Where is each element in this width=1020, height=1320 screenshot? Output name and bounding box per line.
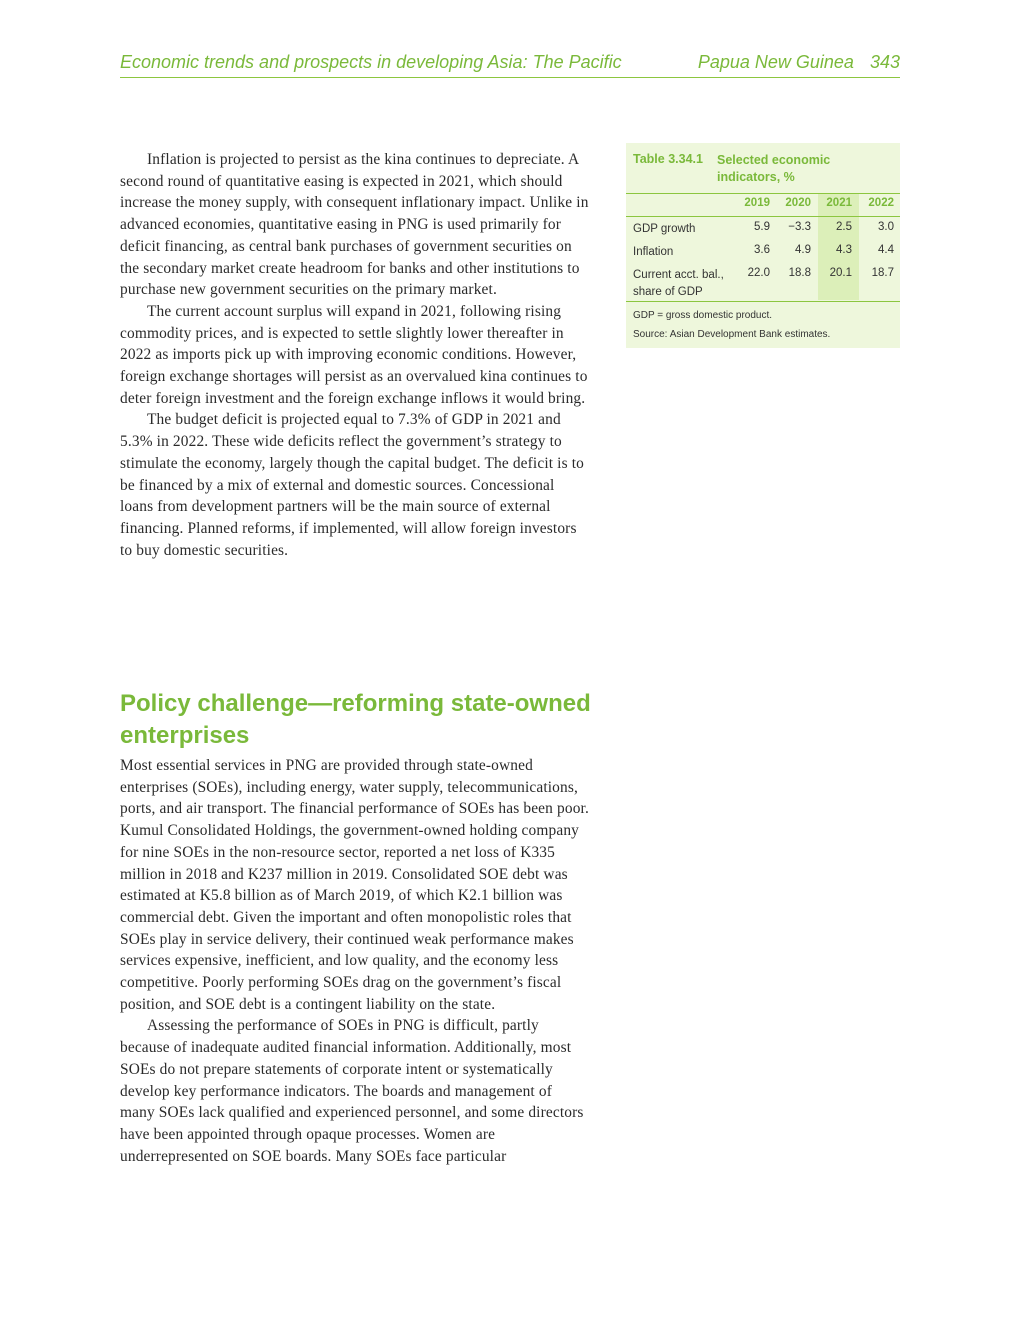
table-cell: 4.9 [795,244,811,256]
table-number: Table 3.34.1 [633,152,703,166]
paragraph: Most essential services in PNG are provided through state-owned enterprises (SOEs), including energy, water supply, telecommunications, ports, and air transport. The financial performance of SOEs has been poor. Kumul Consolidated Holdings, the government-owned holding company for nine SOEs in the non-resource sector, reported a net loss of K335 million in 2018 and K237 million in 2019. Consolidated SOE debt was estimated at K5.8 billion as of March 2019, of which K2.1 billion was commercial debt. Given the important and often monopolistic roles that SOEs play in service delivery, their continued weak performance makes services expensive, inefficient, and low quality, and the economy less competitive. Poorly performing SOEs drag on the government’s fiscal position, and SOE debt is a contingent liability on the state. [120,757,589,1013]
row-label: Inflation [633,246,674,258]
table-cell: 18.7 [871,267,894,279]
table-cell: 4.3 [836,244,852,256]
table-cell: 18.8 [788,267,811,279]
body-text-top [120,149,590,561]
table-caption: Selected economic indicators, % [717,153,831,184]
table-header-row [626,197,900,215]
page-number: 343 [869,52,900,72]
header-right [698,52,900,73]
column-header: 2022 [868,197,894,209]
section-heading: Policy challenge—reforming state-owned enterprises [120,690,591,749]
table-note: GDP = gross domestic product. [633,310,773,321]
paragraph: The budget deficit is projected equal to 7.3% of GDP in 2021 and 5.3% in 2022. These wide deficits reflect the government’s strategy to stimulate the economy, largely though the capital budget. The deficit is to be financed by a mix of external and domestic sources. Concessional loans from development partners will be the main source of external financing. Planned reforms, if implemented, will allow foreign investors to buy domestic securities. [120,411,585,559]
table-cell: 3.0 [878,221,894,233]
table-cell: 3.6 [754,244,770,256]
header-title: Economic trends and prospects in developing Asia: The Pacific [120,52,622,72]
table-cell: 22.0 [747,267,770,279]
table-rule [626,301,900,302]
table-cell: 5.9 [754,221,770,233]
indicators-table [626,143,900,348]
column-header: 2020 [785,197,811,209]
row-label: GDP growth [633,223,696,235]
table-title [633,152,895,192]
table-rule [626,216,900,217]
paragraph: Inflation is projected to persist as the kina continues to depreciate. A second round of quantitative easing is expected in 2021, which should increase the money supply, with consequent inflationary impact. Unlike in advanced economies, quantitative easing in PNG is used primarily for deficit financing, as central bank purchases of government securities on the secondary market create headroom for banks and other institutions to purchase new government securities on the primary market. [120,151,589,299]
column-header: 2019 [744,197,770,209]
header-country: Papua New Guinea [697,52,854,72]
table-cell: −3.3 [788,221,811,233]
row-label: Current acct. bal., share of GDP [633,269,724,298]
table-source: Source: Asian Development Bank estimates. [633,329,831,340]
body-text-bottom [120,755,590,1167]
column-header: 2021 [826,197,852,209]
paragraph: Assessing the performance of SOEs in PNG is difficult, partly because of inadequate audited financial information. Additionally, most SOEs do not prepare statements of corporate intent or systematically develop key performance indicators. The boards and management of many SOEs lack qualified and experienced personnel, and some directors have been appointed through opaque processes. Women are underrepresented on SOE boards. Many SOEs face particular [120,1017,584,1165]
table-cell: 4.4 [878,244,894,256]
paragraph: The current account surplus will expand in 2021, following rising commodity prices, and is expected to settle slightly lower thereafter in 2022 as imports pick up with improving economic conditions. However, foreign exchange shortages will persist as an overvalued kina continues to deter foreign investment and the foreign exchange inflows it would bring. [120,302,588,407]
table-cell: 20.1 [829,267,852,279]
table-cell: 2.5 [836,221,852,233]
running-header [120,52,900,78]
